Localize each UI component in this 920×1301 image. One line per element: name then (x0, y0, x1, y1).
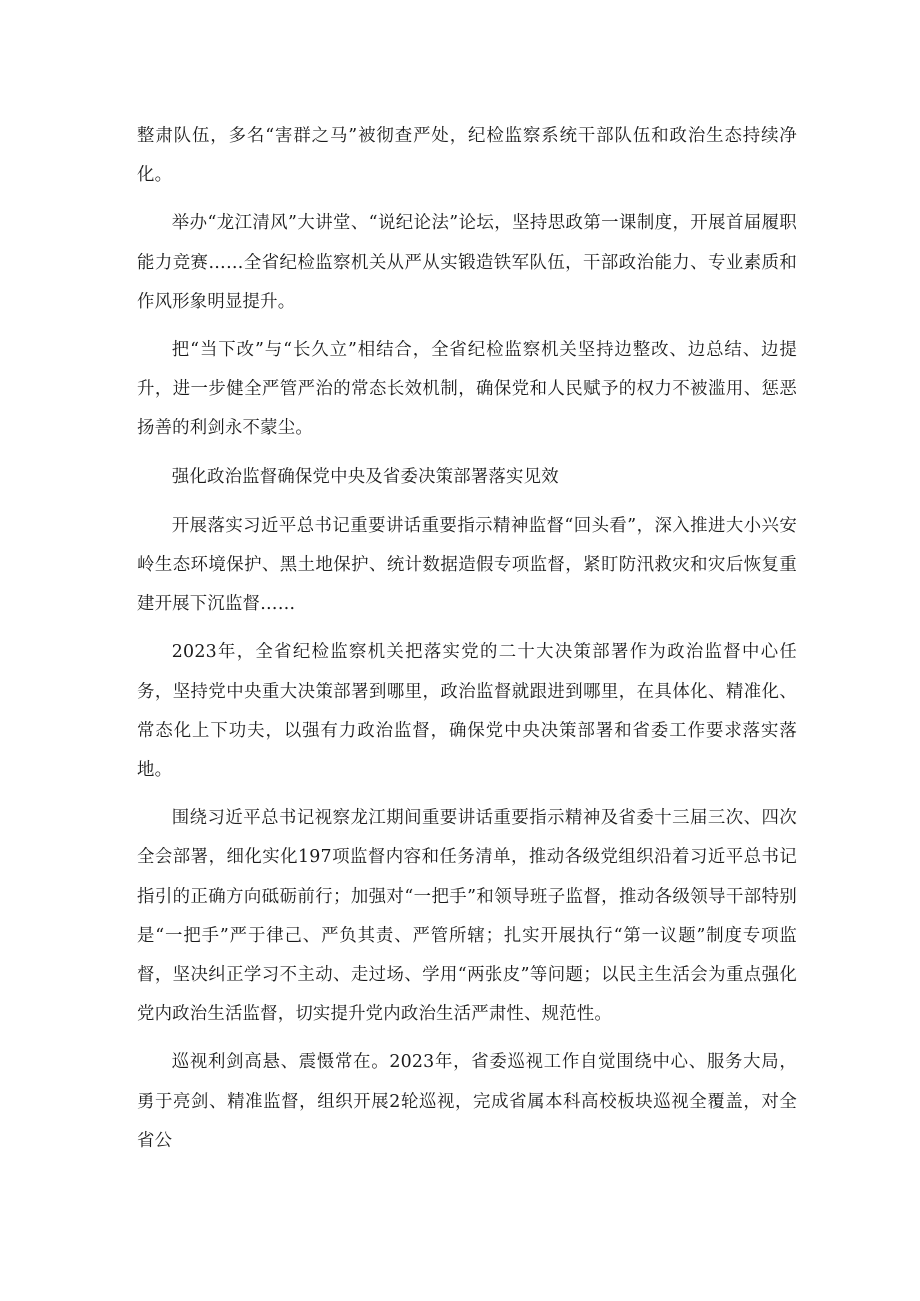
paragraph-3: 把“当下改”与“长久立”相结合，全省纪检监察机关坚持边整改、边总结、边提升，进一步健全严管严治的常态长效机制，确保党和人民赋予的权力不被滥用、惩恶扬善的利剑永不蒙尘。 (137, 340, 797, 439)
paragraph-1: 整肃队伍，多名“害群之马”被彻查严处，纪检监察系统干部队伍和政治生态持续净化。 (137, 126, 797, 186)
paragraph-7: 巡视利剑高悬、震慑常在。2023年，省委巡视工作自觉围绕中心、服务大局，勇于亮剑、精准监督，组织开展2轮巡视，完成省属本科高校板块巡视全覆盖，对全省公 (137, 1052, 797, 1151)
paragraph-2: 举办“龙江清风”大讲堂、“说纪论法”论坛，坚持思政第一课制度，开展首届履职能力竞赛……全省纪检监察机关从严从实锻造铁军队伍，干部政治能力、专业素质和作风形象明显提升。 (137, 213, 797, 312)
paragraph-5: 2023年，全省纪检监察机关把落实党的二十大决策部署作为政治监督中心任务，坚持党中央重大决策部署到哪里，政治监督就跟进到哪里，在具体化、精准化、常态化上下功夫，以强有力政治监督，确保党中央决策部署和省委工作要求落实落地。 (137, 642, 797, 781)
paragraph-4: 开展落实习近平总书记重要讲话重要指示精神监督“回头看”，深入推进大小兴安岭生态环境保护、黑土地保护、统计数据造假专项监督，紧盯防汛救灾和灾后恢复重建开展下沉监督…… (137, 515, 797, 615)
document-body (137, 117, 797, 1170)
paragraph-6: 围绕习近平总书记视察龙江期间重要讲话重要指示精神及省委十三届三次、四次全会部署，细化实化197项监督内容和任务清单，推动各级党组织沿着习近平总书记指引的正确方向砥砺前行；加强对“一把手”和领导班子监督，推动各级领导干部特别是“一把手”严于律己、严负其责、严管所辖；扎实开展执行“第一议题”制度专项监督，坚决纠正学习不主动、走过场、学用“两张皮”等问题；以民主生活会为重点强化党内政治生活监督，切实提升党内政治生活严肃性、规范性。 (137, 808, 797, 1025)
section-heading: 强化政治监督确保党中央及省委决策部署落实见效 (171, 466, 559, 487)
